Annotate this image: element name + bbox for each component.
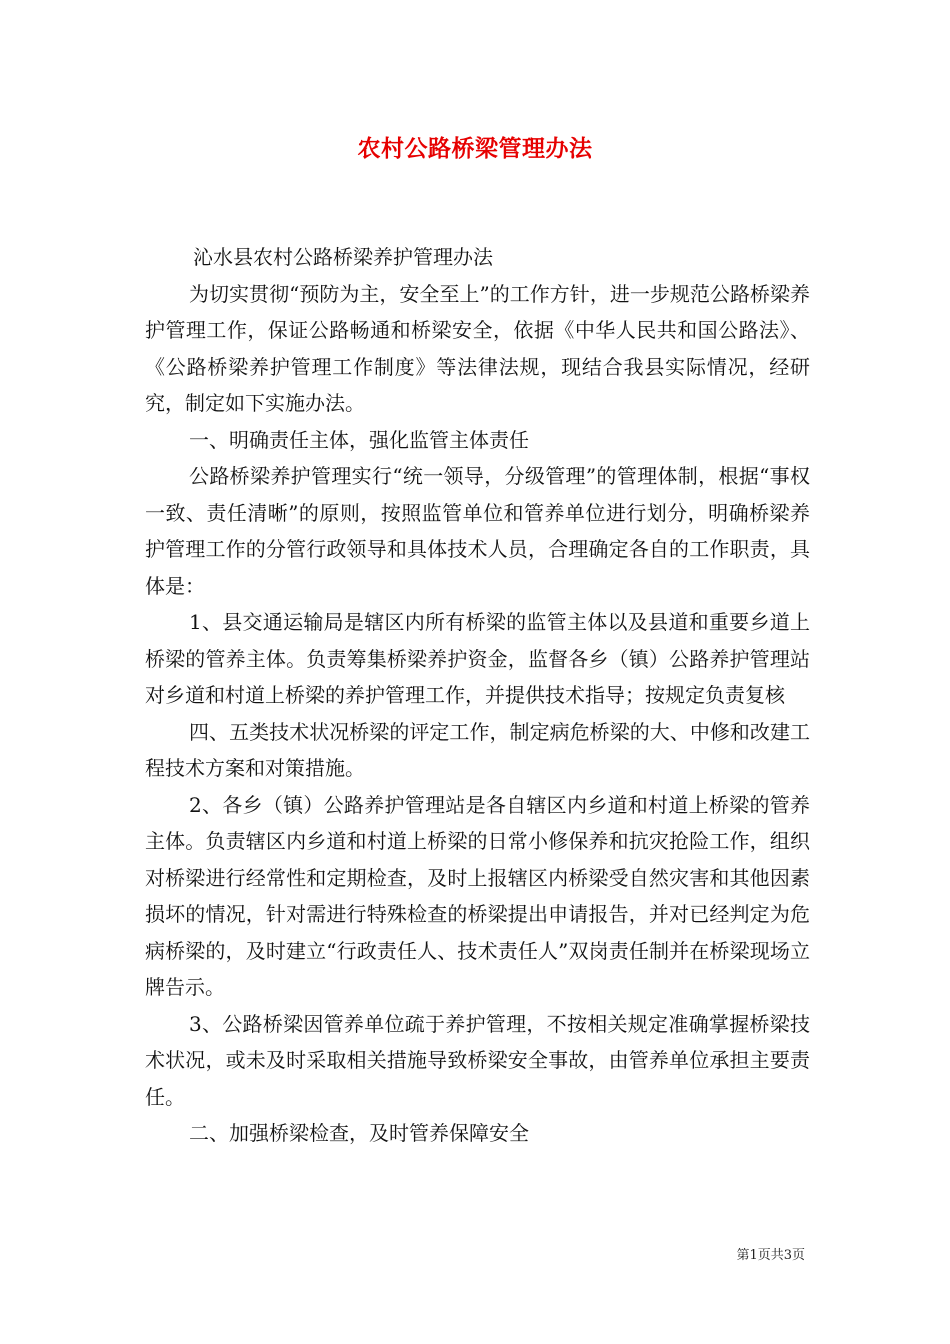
subtitle-paragraph: 沁水县农村公路桥梁养护管理办法	[193, 245, 493, 269]
document-body	[145, 239, 810, 1152]
intro-paragraph: 为切实贯彻“预防为主，安全至上”的工作方针，进一步规范公路桥梁养护管理工作，保证公路畅通和桥梁安全，依据《中华人民共和国公路法》、《公路桥梁养护管理工作制度》等法律法规，现结合我县实际情况，经研究，制定如下实施办法。	[145, 281, 810, 415]
document-title: 农村公路桥梁管理办法	[357, 135, 593, 162]
body-paragraph: 公路桥梁养护管理实行“统一领导，分级管理”的管理体制，根据“事权一致、责任清晰”的原则，按照监管单位和管养单位进行划分，明确桥梁养护管理工作的分管行政领导和具体技术人员，合理确定各自的工作职责，具体是：	[145, 464, 810, 598]
body-paragraph: 1、县交通运输局是辖区内所有桥梁的监管主体以及县道和重要乡道上桥梁的管养主体。负责筹集桥梁养护资金，监督各乡（镇）公路养护管理站对乡道和村道上桥梁的养护管理工作，并提供技术指导；按规定负责复核	[145, 610, 810, 707]
body-paragraph: 3、公路桥梁因管养单位疏于养护管理，不按相关规定准确掌握桥梁技术状况，或未及时采取相关措施导致桥梁安全事故，由管养单位承担主要责任。	[145, 1011, 810, 1109]
section-heading-2: 二、加强桥梁检查，及时管养保障安全	[189, 1121, 529, 1145]
body-paragraph: 四、五类技术状况桥梁的评定工作，制定病危桥梁的大、中修和改建工程技术方案和对策措施。	[145, 719, 810, 780]
body-paragraph: 2、各乡（镇）公路养护管理站是各自辖区内乡道和村道上桥梁的管养主体。负责辖区内乡道和村道上桥梁的日常小修保养和抗灾抢险工作，组织对桥梁进行经常性和定期检查，及时上报辖区内桥梁受自然灾害和其他因素损坏的情况，针对需进行特殊检查的桥梁提出申请报告，并对已经判定为危病桥梁的，及时建立“行政责任人、技术责任人”双岗责任制并在桥梁现场立牌告示。	[145, 792, 810, 999]
section-heading-1: 一、明确责任主体，强化监管主体责任	[189, 427, 529, 452]
page-number: 第1页共3页	[736, 1248, 805, 1263]
